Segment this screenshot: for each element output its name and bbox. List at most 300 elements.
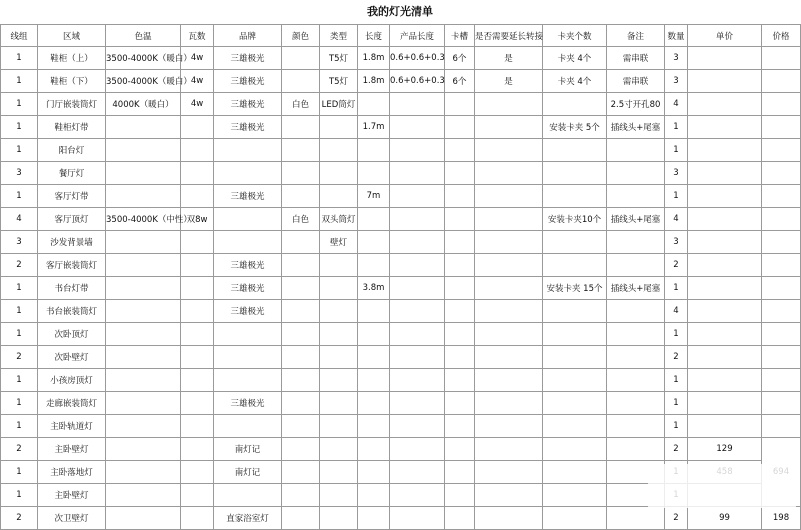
table-cell[interactable] [106,484,181,507]
table-cell[interactable] [445,93,475,116]
table-cell[interactable] [181,116,214,139]
table-cell[interactable] [607,162,665,185]
table-cell[interactable]: 1 [1,415,38,438]
table-cell[interactable] [390,415,445,438]
table-cell[interactable]: 安装卡夹 5个 [543,116,607,139]
table-cell[interactable] [445,208,475,231]
table-cell[interactable] [106,507,181,530]
table-cell[interactable] [543,254,607,277]
table-cell[interactable] [445,507,475,530]
table-cell[interactable] [475,93,543,116]
table-cell[interactable]: 2 [665,507,688,530]
table-cell[interactable]: 1 [1,484,38,507]
table-cell[interactable]: 三雄极光 [214,70,282,93]
table-cell[interactable] [543,346,607,369]
table-cell[interactable] [181,254,214,277]
table-cell[interactable] [688,93,762,116]
table-cell[interactable] [688,47,762,70]
table-cell[interactable] [282,277,320,300]
table-cell[interactable] [282,507,320,530]
table-cell[interactable]: 三雄极光 [214,254,282,277]
table-cell[interactable] [762,93,801,116]
table-cell[interactable] [358,254,390,277]
table-cell[interactable]: 4w [181,93,214,116]
table-cell[interactable] [106,438,181,461]
table-cell[interactable]: 129 [688,438,762,461]
table-cell[interactable] [607,415,665,438]
table-cell[interactable]: 0.6+0.6+0.3 [390,70,445,93]
table-cell[interactable] [282,139,320,162]
table-cell[interactable] [181,300,214,323]
table-cell[interactable]: 1 [665,323,688,346]
table-cell[interactable] [390,231,445,254]
table-cell[interactable]: 3 [1,162,38,185]
table-cell[interactable] [543,461,607,484]
table-cell[interactable] [390,139,445,162]
table-cell[interactable] [282,392,320,415]
table-cell[interactable]: 三雄极光 [214,93,282,116]
table-cell[interactable] [106,369,181,392]
table-cell[interactable] [181,346,214,369]
table-cell[interactable] [181,415,214,438]
table-cell[interactable]: 1 [1,139,38,162]
table-cell[interactable] [320,392,358,415]
table-cell[interactable]: 4w [181,70,214,93]
table-cell[interactable]: 1 [665,392,688,415]
table-cell[interactable] [475,254,543,277]
table-cell[interactable] [282,116,320,139]
table-cell[interactable]: 安装卡夹 15个 [543,277,607,300]
table-cell[interactable]: 2 [1,254,38,277]
table-cell[interactable] [106,461,181,484]
table-cell[interactable] [106,392,181,415]
table-cell[interactable]: 4 [665,208,688,231]
table-cell[interactable] [445,185,475,208]
table-cell[interactable] [181,392,214,415]
table-cell[interactable] [282,185,320,208]
table-cell[interactable] [181,277,214,300]
table-cell[interactable]: 2 [665,346,688,369]
table-cell[interactable]: 是 [475,70,543,93]
table-cell[interactable]: 客厅顶灯 [38,208,106,231]
table-cell[interactable] [106,139,181,162]
table-cell[interactable] [762,139,801,162]
table-cell[interactable] [358,162,390,185]
table-cell[interactable] [475,369,543,392]
table-cell[interactable] [106,116,181,139]
table-cell[interactable] [445,300,475,323]
table-cell[interactable] [762,254,801,277]
table-cell[interactable]: T5灯 [320,70,358,93]
table-cell[interactable]: 99 [688,507,762,530]
table-cell[interactable] [445,116,475,139]
table-cell[interactable] [358,208,390,231]
table-cell[interactable] [358,484,390,507]
table-cell[interactable] [475,208,543,231]
table-cell[interactable] [445,438,475,461]
table-cell[interactable]: 主卧轨道灯 [38,415,106,438]
table-cell[interactable]: 三雄极光 [214,185,282,208]
table-cell[interactable] [475,116,543,139]
table-cell[interactable]: 小孩房顶灯 [38,369,106,392]
table-cell[interactable]: 主卧壁灯 [38,438,106,461]
table-cell[interactable] [688,392,762,415]
table-cell[interactable] [688,139,762,162]
table-cell[interactable] [181,369,214,392]
table-cell[interactable] [390,507,445,530]
table-cell[interactable] [688,185,762,208]
table-cell[interactable] [475,185,543,208]
table-cell[interactable] [445,461,475,484]
table-cell[interactable]: 鞋柜（上） [38,47,106,70]
table-cell[interactable] [106,277,181,300]
table-cell[interactable] [445,139,475,162]
table-cell[interactable] [106,185,181,208]
table-cell[interactable]: 三雄极光 [214,47,282,70]
table-cell[interactable] [358,392,390,415]
table-cell[interactable] [181,484,214,507]
table-cell[interactable]: 1 [1,70,38,93]
table-cell[interactable] [543,415,607,438]
table-cell[interactable] [390,438,445,461]
table-cell[interactable]: 插线头+尾塞 [607,277,665,300]
table-cell[interactable] [543,392,607,415]
table-cell[interactable] [688,277,762,300]
table-cell[interactable] [181,185,214,208]
table-cell[interactable] [214,162,282,185]
table-cell[interactable]: 客厅灯带 [38,185,106,208]
table-cell[interactable]: 阳台灯 [38,139,106,162]
table-cell[interactable]: 2 [665,438,688,461]
table-cell[interactable]: 南灯记 [214,438,282,461]
table-cell[interactable]: 门厅嵌装筒灯 [38,93,106,116]
table-cell[interactable]: 主卧壁灯 [38,484,106,507]
table-cell[interactable]: 壁灯 [320,231,358,254]
table-cell[interactable]: 主卧落地灯 [38,461,106,484]
table-cell[interactable]: 需串联 [607,47,665,70]
table-cell[interactable] [358,139,390,162]
table-cell[interactable]: 1 [1,93,38,116]
table-cell[interactable] [214,139,282,162]
table-cell[interactable]: 3 [665,231,688,254]
table-cell[interactable] [320,185,358,208]
table-cell[interactable] [390,461,445,484]
table-cell[interactable] [475,507,543,530]
table-cell[interactable] [607,369,665,392]
table-cell[interactable]: 次卧顶灯 [38,323,106,346]
table-cell[interactable] [282,461,320,484]
table-cell[interactable]: 3500-4000K（暖白） [106,70,181,93]
table-cell[interactable] [358,507,390,530]
table-cell[interactable] [607,231,665,254]
table-cell[interactable] [475,438,543,461]
table-cell[interactable] [390,208,445,231]
table-cell[interactable] [320,116,358,139]
table-cell[interactable] [543,484,607,507]
table-cell[interactable]: 1 [665,139,688,162]
table-cell[interactable]: 白色 [282,93,320,116]
table-cell[interactable] [320,162,358,185]
table-cell[interactable] [475,300,543,323]
table-cell[interactable]: 3500-4000K（中性） [106,208,181,231]
table-cell[interactable]: 南灯记 [214,461,282,484]
table-cell[interactable] [390,484,445,507]
table-cell[interactable] [106,346,181,369]
table-cell[interactable]: 6个 [445,70,475,93]
table-cell[interactable]: 7m [358,185,390,208]
table-cell[interactable] [445,254,475,277]
table-cell[interactable] [358,93,390,116]
table-cell[interactable]: 次卧壁灯 [38,346,106,369]
table-cell[interactable]: 2 [1,346,38,369]
table-cell[interactable]: 1 [1,277,38,300]
table-cell[interactable] [762,392,801,415]
table-cell[interactable] [543,139,607,162]
table-cell[interactable] [358,461,390,484]
table-cell[interactable] [543,323,607,346]
table-cell[interactable]: 双8w [181,208,214,231]
table-cell[interactable] [320,323,358,346]
table-cell[interactable] [445,323,475,346]
table-cell[interactable] [475,415,543,438]
table-cell[interactable] [543,93,607,116]
table-cell[interactable] [358,300,390,323]
table-cell[interactable] [475,139,543,162]
table-cell[interactable]: 书台灯带 [38,277,106,300]
table-cell[interactable]: 4w [181,47,214,70]
table-cell[interactable] [475,346,543,369]
table-cell[interactable] [688,369,762,392]
table-cell[interactable]: 直家浴室灯 [214,507,282,530]
table-cell[interactable]: 1 [665,116,688,139]
table-cell[interactable]: 3.8m [358,277,390,300]
table-cell[interactable] [320,415,358,438]
table-cell[interactable]: 1 [665,369,688,392]
table-cell[interactable] [282,346,320,369]
table-cell[interactable]: 三雄极光 [214,300,282,323]
table-cell[interactable] [762,300,801,323]
table-cell[interactable] [181,438,214,461]
table-cell[interactable]: 安装卡夹10个 [543,208,607,231]
table-cell[interactable] [475,484,543,507]
table-cell[interactable] [358,323,390,346]
table-cell[interactable]: 6个 [445,47,475,70]
table-cell[interactable]: 需串联 [607,70,665,93]
table-cell[interactable] [762,116,801,139]
table-cell[interactable] [390,369,445,392]
table-cell[interactable] [282,254,320,277]
table-cell[interactable] [181,162,214,185]
table-cell[interactable]: T5灯 [320,47,358,70]
table-cell[interactable]: 1 [1,300,38,323]
table-cell[interactable] [282,70,320,93]
table-cell[interactable]: 1 [1,116,38,139]
table-cell[interactable] [688,208,762,231]
table-cell[interactable] [475,323,543,346]
table-cell[interactable] [475,162,543,185]
table-cell[interactable]: 书台嵌装筒灯 [38,300,106,323]
table-cell[interactable] [282,323,320,346]
table-cell[interactable] [762,277,801,300]
table-cell[interactable]: 3500-4000K（暖白） [106,47,181,70]
table-cell[interactable]: 3 [665,162,688,185]
table-cell[interactable] [445,277,475,300]
table-cell[interactable]: 沙发背景墙 [38,231,106,254]
table-cell[interactable] [543,507,607,530]
table-cell[interactable] [282,369,320,392]
table-cell[interactable] [106,323,181,346]
table-cell[interactable]: 198 [762,507,801,530]
table-cell[interactable]: 插线头+尾塞 [607,116,665,139]
table-cell[interactable] [475,461,543,484]
table-cell[interactable] [607,254,665,277]
table-cell[interactable]: 1 [665,185,688,208]
table-cell[interactable] [543,300,607,323]
table-cell[interactable]: 0.6+0.6+0.3 [390,47,445,70]
table-cell[interactable]: 3 [665,47,688,70]
table-cell[interactable]: 1 [1,392,38,415]
table-cell[interactable] [181,323,214,346]
table-cell[interactable] [688,415,762,438]
table-cell[interactable] [475,392,543,415]
table-cell[interactable] [282,438,320,461]
table-cell[interactable]: 客厅嵌装筒灯 [38,254,106,277]
table-cell[interactable] [688,162,762,185]
table-cell[interactable] [475,277,543,300]
table-cell[interactable]: 1 [1,461,38,484]
table-cell[interactable] [181,139,214,162]
table-cell[interactable] [445,392,475,415]
table-cell[interactable]: 1 [1,47,38,70]
table-cell[interactable] [688,70,762,93]
table-cell[interactable] [688,346,762,369]
table-cell[interactable]: 鞋柜（下） [38,70,106,93]
table-cell[interactable]: 1 [1,185,38,208]
table-cell[interactable] [390,277,445,300]
table-cell[interactable] [543,185,607,208]
table-cell[interactable]: 卡夹 4个 [543,70,607,93]
table-cell[interactable]: 双头筒灯 [320,208,358,231]
table-cell[interactable] [214,231,282,254]
table-cell[interactable] [358,438,390,461]
table-cell[interactable]: 2.5寸开孔80 [607,93,665,116]
table-cell[interactable] [445,346,475,369]
table-cell[interactable] [358,231,390,254]
table-cell[interactable] [475,231,543,254]
table-cell[interactable]: 三雄极光 [214,392,282,415]
table-cell[interactable] [282,300,320,323]
table-cell[interactable] [762,70,801,93]
table-cell[interactable] [358,346,390,369]
table-cell[interactable] [607,507,665,530]
table-cell[interactable] [214,346,282,369]
table-cell[interactable]: LED筒灯 [320,93,358,116]
table-cell[interactable] [688,116,762,139]
table-cell[interactable]: 三雄极光 [214,116,282,139]
table-cell[interactable]: 2 [1,507,38,530]
table-cell[interactable] [320,139,358,162]
table-cell[interactable]: 1 [1,369,38,392]
table-cell[interactable]: 插线头+尾塞 [607,208,665,231]
table-cell[interactable]: 1 [1,323,38,346]
table-cell[interactable] [390,185,445,208]
table-cell[interactable] [358,369,390,392]
table-cell[interactable] [762,415,801,438]
table-cell[interactable] [445,484,475,507]
table-cell[interactable] [762,185,801,208]
table-cell[interactable] [181,461,214,484]
table-cell[interactable] [607,300,665,323]
table-cell[interactable]: 是 [475,47,543,70]
table-cell[interactable] [390,254,445,277]
table-cell[interactable] [688,323,762,346]
table-cell[interactable] [762,162,801,185]
table-cell[interactable] [358,415,390,438]
table-cell[interactable]: 3 [665,70,688,93]
table-cell[interactable]: 走廊嵌装筒灯 [38,392,106,415]
table-cell[interactable] [390,300,445,323]
table-cell[interactable]: 2 [665,254,688,277]
table-cell[interactable] [320,484,358,507]
table-cell[interactable] [282,231,320,254]
table-cell[interactable] [106,415,181,438]
table-cell[interactable]: 3 [1,231,38,254]
table-cell[interactable] [282,162,320,185]
table-cell[interactable] [445,369,475,392]
table-cell[interactable] [390,116,445,139]
table-cell[interactable] [320,254,358,277]
table-cell[interactable] [214,484,282,507]
table-cell[interactable] [320,300,358,323]
table-cell[interactable]: 鞋柜灯带 [38,116,106,139]
table-cell[interactable]: 1 [665,415,688,438]
table-cell[interactable] [607,438,665,461]
table-cell[interactable] [214,415,282,438]
table-cell[interactable] [320,438,358,461]
table-cell[interactable] [390,323,445,346]
table-cell[interactable] [320,277,358,300]
table-cell[interactable] [282,47,320,70]
table-cell[interactable] [445,231,475,254]
table-cell[interactable] [762,208,801,231]
table-cell[interactable] [762,369,801,392]
table-cell[interactable]: 2 [1,438,38,461]
table-cell[interactable] [181,507,214,530]
table-cell[interactable] [106,231,181,254]
table-cell[interactable]: 1.8m [358,70,390,93]
table-cell[interactable] [607,185,665,208]
table-cell[interactable]: 4000K（暖白） [106,93,181,116]
table-cell[interactable] [390,346,445,369]
table-cell[interactable]: 1 [665,277,688,300]
table-cell[interactable] [607,392,665,415]
table-cell[interactable] [688,254,762,277]
table-cell[interactable] [282,484,320,507]
table-cell[interactable]: 白色 [282,208,320,231]
table-cell[interactable] [607,323,665,346]
table-cell[interactable] [106,254,181,277]
table-cell[interactable]: 4 [665,93,688,116]
table-cell[interactable] [282,415,320,438]
table-cell[interactable] [320,507,358,530]
table-cell[interactable] [390,392,445,415]
table-cell[interactable] [390,93,445,116]
table-cell[interactable]: 三雄极光 [214,277,282,300]
table-cell[interactable] [106,162,181,185]
table-cell[interactable] [214,369,282,392]
table-cell[interactable] [320,461,358,484]
table-cell[interactable] [445,162,475,185]
